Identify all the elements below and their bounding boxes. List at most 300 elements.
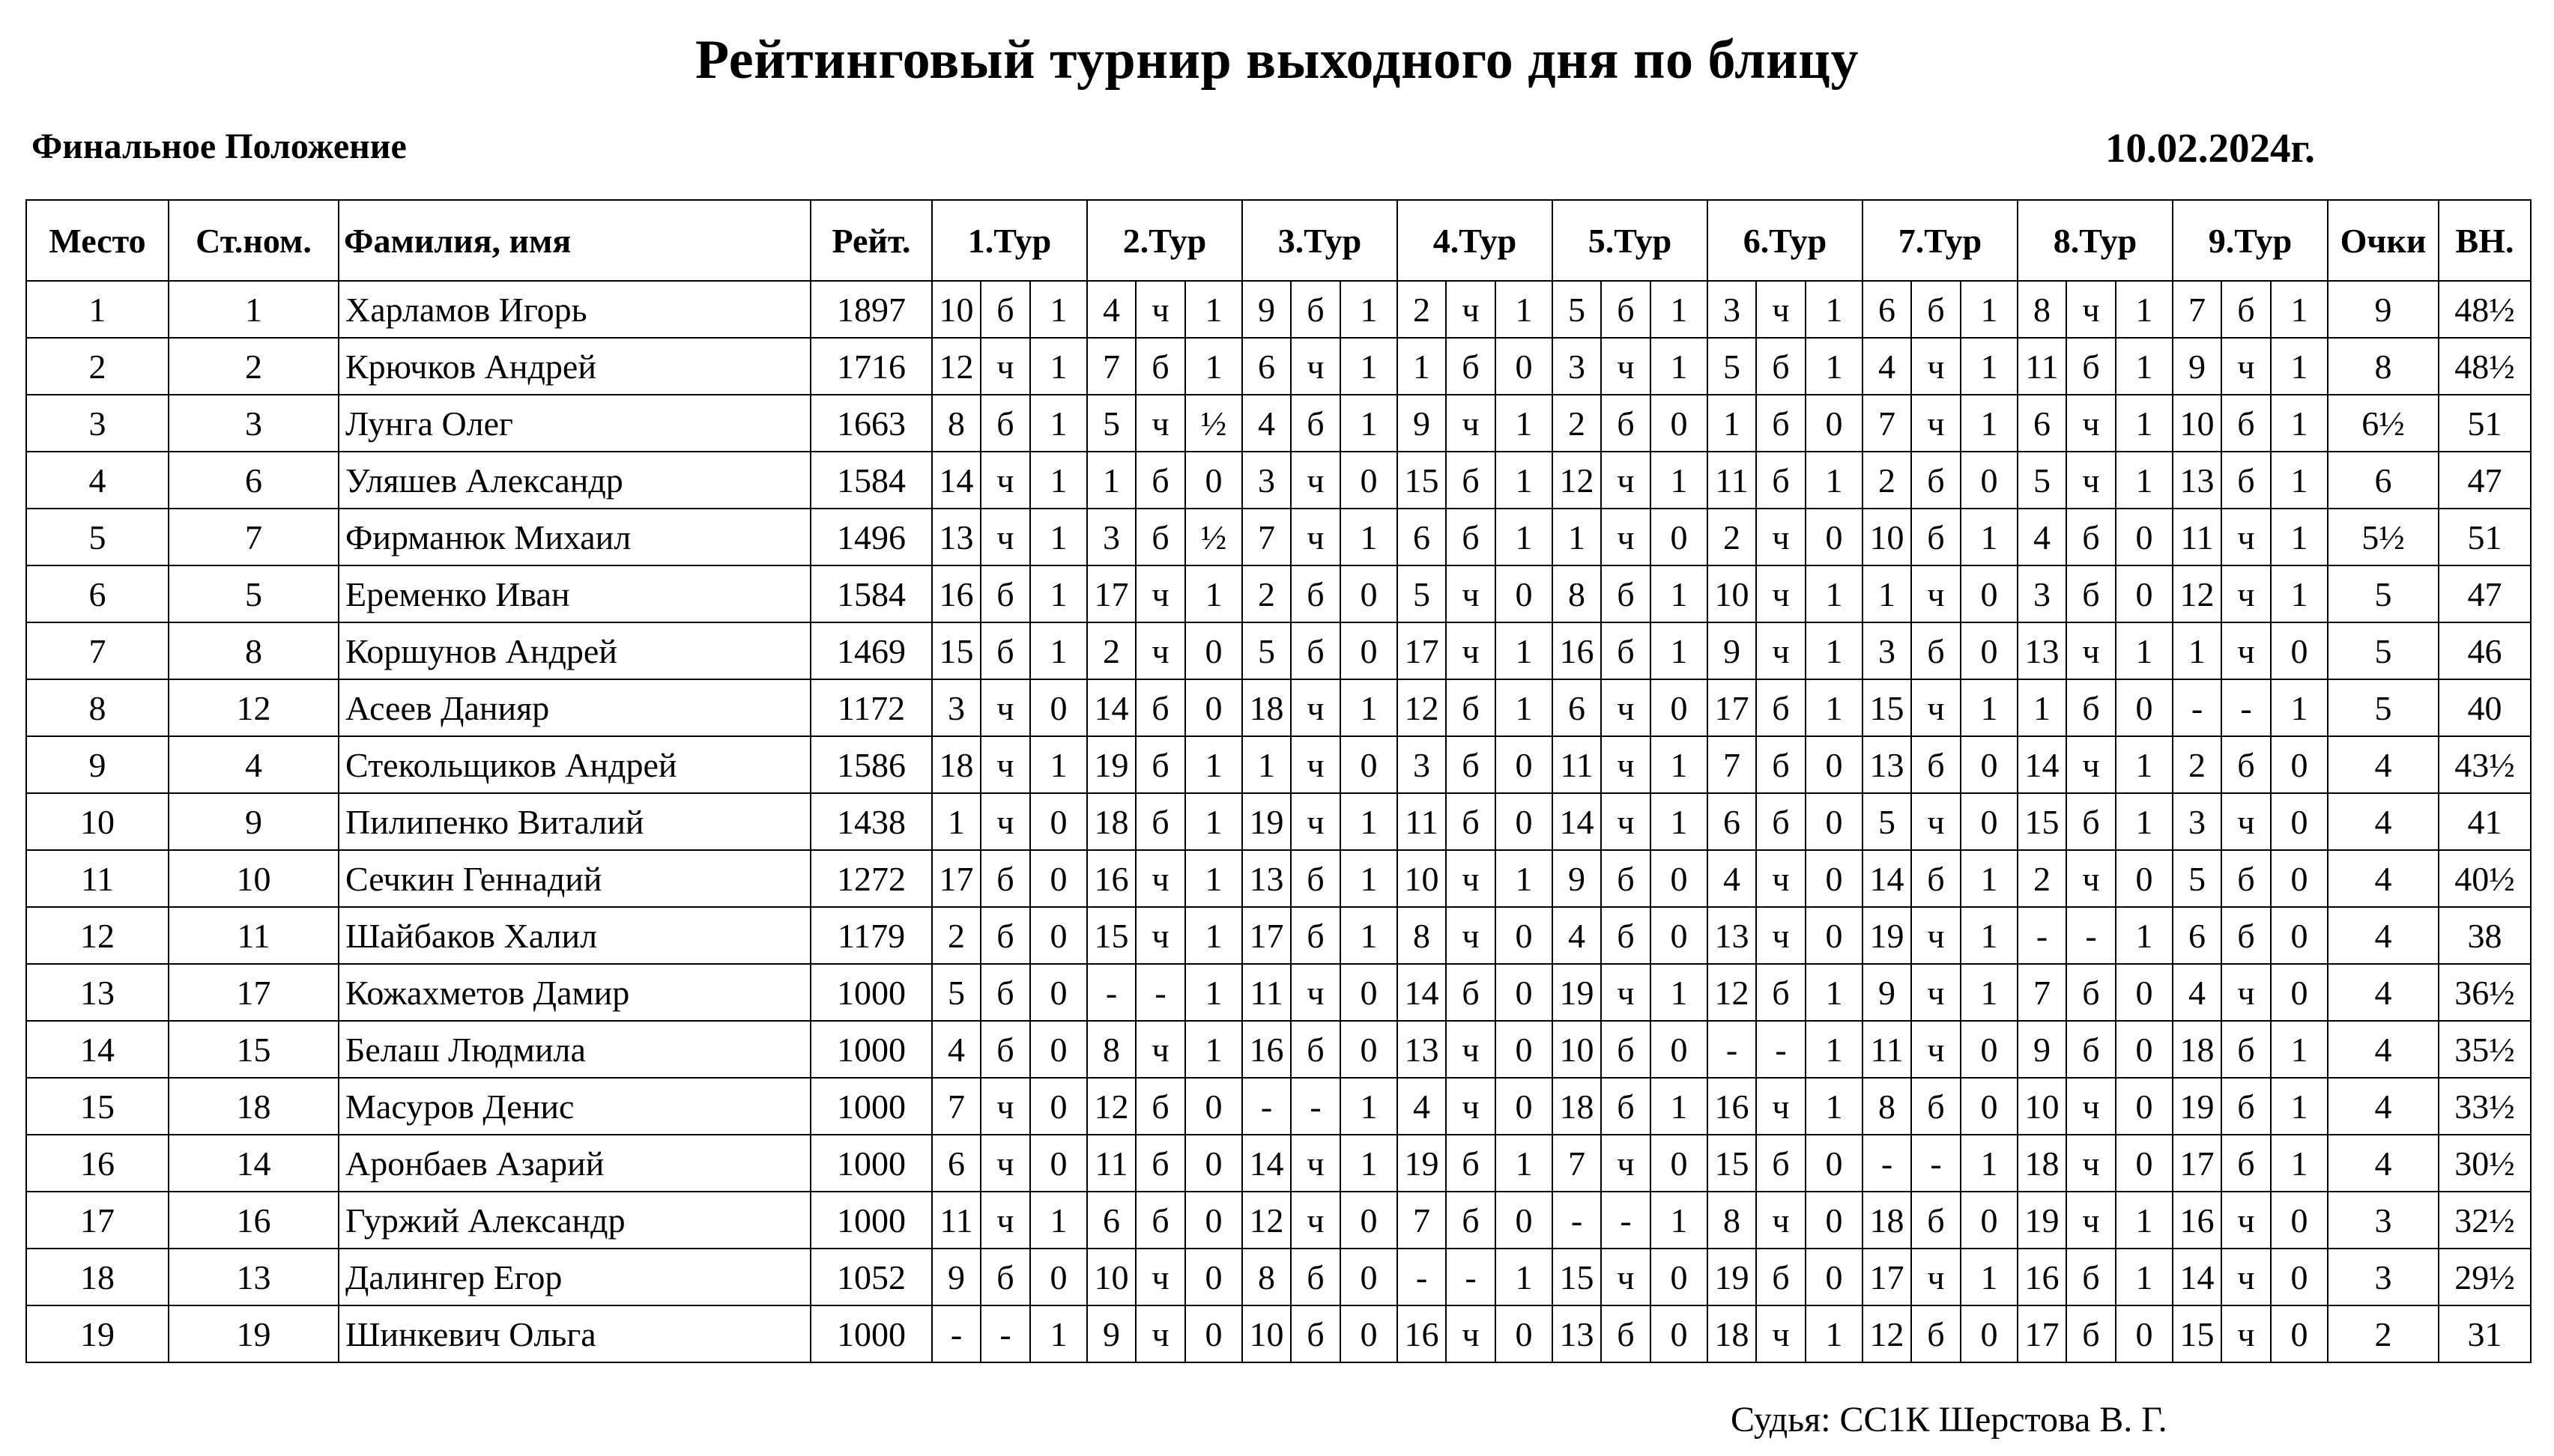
- cell-opponent: 14: [1552, 793, 1601, 850]
- cell-opponent: 19: [2018, 1192, 2066, 1249]
- cell-result: 0: [1961, 1021, 2018, 1078]
- cell-opponent: 16: [932, 565, 981, 622]
- cell-color: б: [1601, 850, 1650, 907]
- cell-opponent: 6: [1397, 509, 1446, 565]
- cell-color: ч: [2221, 964, 2271, 1021]
- cell-result: 1: [1806, 679, 1862, 736]
- cell-color: б: [1136, 1078, 1185, 1135]
- cell-result: 1: [1961, 907, 2018, 964]
- cell-opponent: 17: [1862, 1249, 1911, 1305]
- cell-color: б: [1601, 565, 1650, 622]
- cell-color: ч: [1911, 1249, 1961, 1305]
- cell-opponent: -: [2173, 679, 2221, 736]
- cell-opponent: 2: [1707, 509, 1756, 565]
- cell-result: 0: [1030, 1135, 1087, 1192]
- cell-result: 0: [1806, 1135, 1862, 1192]
- cell-opponent: 5: [932, 964, 981, 1021]
- cell-opponent: 10: [1552, 1021, 1601, 1078]
- cell-result: 1: [1806, 964, 1862, 1021]
- cell-opponent: 13: [1707, 907, 1756, 964]
- cell-result: 0: [1650, 1305, 1707, 1362]
- cell-color: ч: [1446, 565, 1495, 622]
- cell-buchholz: 41: [2439, 793, 2531, 850]
- cell-result: 1: [2271, 452, 2328, 509]
- cell-result: 0: [2271, 622, 2328, 679]
- table-row: [26, 964, 2531, 1021]
- cell-color: б: [1291, 1249, 1340, 1305]
- cell-start-number: 11: [169, 907, 339, 964]
- cell-result: 0: [1185, 1192, 1242, 1249]
- cell-result: 1: [1495, 1135, 1552, 1192]
- cell-opponent: 1: [1707, 395, 1756, 452]
- cell-color: ч: [1756, 1078, 1806, 1135]
- cell-result: 1: [2271, 679, 2328, 736]
- cell-result: 1: [2271, 395, 2328, 452]
- cell-opponent: 12: [1087, 1078, 1136, 1135]
- cell-opponent: 4: [1552, 907, 1601, 964]
- cell-result: 1: [1650, 452, 1707, 509]
- cell-result: 0: [1650, 1249, 1707, 1305]
- standings-table: [25, 199, 2532, 1363]
- cell-color: б: [1601, 395, 1650, 452]
- cell-opponent: 3: [2173, 793, 2221, 850]
- cell-result: 0: [1650, 679, 1707, 736]
- cell-name: Харламов Игорь: [339, 281, 811, 338]
- cell-result: ½: [1185, 509, 1242, 565]
- cell-opponent: 16: [1552, 622, 1601, 679]
- cell-opponent: 16: [1397, 1305, 1446, 1362]
- cell-opponent: 15: [1862, 679, 1911, 736]
- cell-result: 1: [1030, 1305, 1087, 1362]
- cell-points: 2: [2328, 1305, 2439, 1362]
- cell-opponent: 3: [2018, 565, 2066, 622]
- cell-result: 1: [1030, 281, 1087, 338]
- header-rating: Рейт.: [811, 200, 932, 281]
- cell-color: ч: [1756, 509, 1806, 565]
- cell-result: 0: [2116, 565, 2173, 622]
- cell-color: ч: [2066, 1192, 2116, 1249]
- cell-color: б: [1446, 964, 1495, 1021]
- cell-color: ч: [1136, 1021, 1185, 1078]
- cell-result: 1: [2271, 281, 2328, 338]
- cell-opponent: 2: [1552, 395, 1601, 452]
- cell-buchholz: 35½: [2439, 1021, 2531, 1078]
- cell-result: 0: [1495, 793, 1552, 850]
- cell-buchholz: 29½: [2439, 1249, 2531, 1305]
- cell-result: 1: [2116, 395, 2173, 452]
- cell-rating: 1000: [811, 1135, 932, 1192]
- header-name: Фамилия, имя: [339, 200, 811, 281]
- cell-color: б: [981, 907, 1030, 964]
- cell-color: ч: [981, 736, 1030, 793]
- cell-result: 1: [1961, 679, 2018, 736]
- cell-rating: 1584: [811, 452, 932, 509]
- cell-color: -: [2066, 907, 2116, 964]
- cell-color: ч: [2066, 1078, 2116, 1135]
- cell-result: 0: [1650, 1135, 1707, 1192]
- cell-opponent: 17: [1242, 907, 1291, 964]
- cell-color: ч: [1601, 452, 1650, 509]
- cell-opponent: 18: [1862, 1192, 1911, 1249]
- cell-result: 0: [2116, 850, 2173, 907]
- cell-result: 0: [2271, 850, 2328, 907]
- cell-color: б: [1446, 509, 1495, 565]
- cell-result: 0: [1961, 1192, 2018, 1249]
- cell-buchholz: 48½: [2439, 281, 2531, 338]
- cell-color: ч: [1911, 679, 1961, 736]
- cell-result: 1: [1185, 850, 1242, 907]
- cell-place: 5: [26, 509, 169, 565]
- cell-opponent: 8: [1707, 1192, 1756, 1249]
- judge-signature: Судья: СС1К Шерстова В. Г.: [1731, 1400, 2167, 1440]
- cell-opponent: 6: [2018, 395, 2066, 452]
- cell-result: 0: [1340, 1249, 1397, 1305]
- cell-name: Лунга Олег: [339, 395, 811, 452]
- cell-result: 1: [1961, 1249, 2018, 1305]
- cell-color: б: [1756, 395, 1806, 452]
- cell-buchholz: 48½: [2439, 338, 2531, 395]
- cell-name: Кожахметов Дамир: [339, 964, 811, 1021]
- cell-result: 1: [1340, 509, 1397, 565]
- cell-opponent: 4: [1862, 338, 1911, 395]
- cell-result: 0: [1030, 793, 1087, 850]
- cell-color: ч: [2221, 1249, 2271, 1305]
- cell-color: ч: [981, 509, 1030, 565]
- cell-opponent: 9: [2173, 338, 2221, 395]
- cell-color: ч: [2066, 622, 2116, 679]
- cell-color: ч: [1291, 452, 1340, 509]
- cell-result: 1: [1806, 565, 1862, 622]
- cell-place: 12: [26, 907, 169, 964]
- cell-start-number: 16: [169, 1192, 339, 1249]
- cell-opponent: 18: [1552, 1078, 1601, 1135]
- cell-place: 10: [26, 793, 169, 850]
- cell-opponent: 8: [1087, 1021, 1136, 1078]
- cell-color: ч: [1756, 907, 1806, 964]
- cell-points: 5: [2328, 565, 2439, 622]
- cell-color: ч: [2066, 1135, 2116, 1192]
- cell-opponent: 13: [1397, 1021, 1446, 1078]
- cell-opponent: 19: [1862, 907, 1911, 964]
- cell-color: ч: [2221, 622, 2271, 679]
- cell-opponent: 14: [932, 452, 981, 509]
- cell-result: 1: [1030, 395, 1087, 452]
- cell-place: 2: [26, 338, 169, 395]
- cell-result: 0: [2271, 1305, 2328, 1362]
- cell-color: ч: [2221, 1192, 2271, 1249]
- cell-color: б: [2221, 1078, 2271, 1135]
- cell-buchholz: 51: [2439, 395, 2531, 452]
- cell-color: б: [1911, 736, 1961, 793]
- cell-opponent: 10: [1242, 1305, 1291, 1362]
- cell-opponent: 19: [1087, 736, 1136, 793]
- cell-opponent: 2: [2018, 850, 2066, 907]
- cell-start-number: 13: [169, 1249, 339, 1305]
- cell-color: б: [1601, 1305, 1650, 1362]
- cell-name: Фирманюк Михаил: [339, 509, 811, 565]
- cell-color: ч: [981, 679, 1030, 736]
- cell-name: Шинкевич Ольга: [339, 1305, 811, 1362]
- cell-color: б: [981, 1249, 1030, 1305]
- table-row: [26, 850, 2531, 907]
- cell-color: б: [1446, 736, 1495, 793]
- cell-color: ч: [981, 338, 1030, 395]
- cell-opponent: 14: [2173, 1249, 2221, 1305]
- cell-opponent: 12: [1552, 452, 1601, 509]
- cell-points: 5: [2328, 679, 2439, 736]
- cell-result: 0: [1185, 452, 1242, 509]
- cell-opponent: 11: [1552, 736, 1601, 793]
- cell-opponent: 12: [2173, 565, 2221, 622]
- cell-opponent: 19: [1552, 964, 1601, 1021]
- cell-color: б: [1756, 452, 1806, 509]
- cell-opponent: 6: [1707, 793, 1756, 850]
- cell-color: ч: [1136, 565, 1185, 622]
- cell-result: 1: [1806, 452, 1862, 509]
- cell-opponent: 5: [2018, 452, 2066, 509]
- cell-opponent: 18: [932, 736, 981, 793]
- cell-result: 0: [2116, 1021, 2173, 1078]
- cell-opponent: 15: [932, 622, 981, 679]
- cell-result: 1: [1650, 565, 1707, 622]
- cell-color: б: [1756, 338, 1806, 395]
- cell-color: ч: [2221, 565, 2271, 622]
- cell-points: 4: [2328, 850, 2439, 907]
- cell-opponent: 2: [2173, 736, 2221, 793]
- cell-points: 3: [2328, 1249, 2439, 1305]
- cell-result: 0: [2116, 964, 2173, 1021]
- cell-color: б: [2221, 1021, 2271, 1078]
- cell-color: ч: [981, 1135, 1030, 1192]
- cell-opponent: 13: [1242, 850, 1291, 907]
- cell-opponent: 9: [1707, 622, 1756, 679]
- cell-result: 0: [2271, 1192, 2328, 1249]
- cell-color: ч: [1446, 622, 1495, 679]
- table-row: [26, 565, 2531, 622]
- cell-result: 0: [1495, 736, 1552, 793]
- cell-color: ч: [1601, 1249, 1650, 1305]
- cell-result: 1: [1806, 338, 1862, 395]
- cell-opponent: 13: [932, 509, 981, 565]
- cell-opponent: 4: [2173, 964, 2221, 1021]
- cell-result: 1: [2271, 1021, 2328, 1078]
- cell-color: б: [1911, 1192, 1961, 1249]
- cell-opponent: 2: [1242, 565, 1291, 622]
- cell-result: 1: [1030, 452, 1087, 509]
- cell-opponent: -: [1862, 1135, 1911, 1192]
- cell-result: 1: [1185, 1021, 1242, 1078]
- cell-start-number: 15: [169, 1021, 339, 1078]
- cell-result: 0: [1961, 622, 2018, 679]
- cell-result: ½: [1185, 395, 1242, 452]
- cell-opponent: 7: [2173, 281, 2221, 338]
- cell-color: б: [2066, 793, 2116, 850]
- header-round-4: 4.Тур: [1397, 200, 1552, 281]
- cell-start-number: 17: [169, 964, 339, 1021]
- cell-result: 0: [1650, 850, 1707, 907]
- cell-result: 0: [1806, 1249, 1862, 1305]
- cell-result: 1: [1806, 1078, 1862, 1135]
- cell-result: 0: [1650, 395, 1707, 452]
- cell-opponent: 8: [2018, 281, 2066, 338]
- cell-color: б: [1601, 907, 1650, 964]
- cell-color: б: [1911, 1305, 1961, 1362]
- cell-opponent: 16: [2173, 1192, 2221, 1249]
- cell-color: -: [981, 1305, 1030, 1362]
- cell-name: Стекольщиков Андрей: [339, 736, 811, 793]
- cell-opponent: 9: [1087, 1305, 1136, 1362]
- cell-rating: 1438: [811, 793, 932, 850]
- cell-color: ч: [1601, 793, 1650, 850]
- cell-color: б: [1136, 452, 1185, 509]
- cell-result: 0: [1961, 565, 2018, 622]
- cell-color: б: [981, 964, 1030, 1021]
- cell-opponent: 13: [2018, 622, 2066, 679]
- cell-opponent: 10: [1087, 1249, 1136, 1305]
- cell-color: б: [2066, 1249, 2116, 1305]
- cell-color: ч: [1291, 793, 1340, 850]
- cell-color: ч: [1911, 793, 1961, 850]
- header-start-number: Ст.ном.: [169, 200, 339, 281]
- cell-color: ч: [1756, 281, 1806, 338]
- cell-start-number: 6: [169, 452, 339, 509]
- cell-opponent: 7: [932, 1078, 981, 1135]
- cell-color: б: [2221, 850, 2271, 907]
- cell-color: ч: [1601, 1135, 1650, 1192]
- cell-result: 1: [1185, 565, 1242, 622]
- cell-opponent: 4: [1087, 281, 1136, 338]
- cell-opponent: 14: [1862, 850, 1911, 907]
- cell-color: б: [1291, 281, 1340, 338]
- cell-place: 16: [26, 1135, 169, 1192]
- cell-result: 1: [1650, 736, 1707, 793]
- cell-opponent: 17: [1087, 565, 1136, 622]
- cell-opponent: 6: [1862, 281, 1911, 338]
- standings-body: [26, 281, 2531, 1362]
- cell-opponent: 1: [1397, 338, 1446, 395]
- header-buchholz: ВН.: [2439, 200, 2531, 281]
- cell-opponent: 2: [1087, 622, 1136, 679]
- cell-color: б: [1446, 679, 1495, 736]
- header-round-5: 5.Тур: [1552, 200, 1707, 281]
- cell-start-number: 10: [169, 850, 339, 907]
- cell-opponent: 1: [1552, 509, 1601, 565]
- cell-result: 1: [1650, 1078, 1707, 1135]
- cell-result: 0: [1185, 1249, 1242, 1305]
- cell-result: 1: [1340, 1135, 1397, 1192]
- cell-color: ч: [1911, 565, 1961, 622]
- cell-result: 0: [2271, 793, 2328, 850]
- cell-opponent: 18: [1707, 1305, 1756, 1362]
- cell-opponent: 16: [1242, 1021, 1291, 1078]
- cell-result: 0: [1961, 736, 2018, 793]
- cell-result: 1: [1340, 281, 1397, 338]
- cell-opponent: 19: [1242, 793, 1291, 850]
- cell-result: 1: [2116, 907, 2173, 964]
- cell-result: 0: [1650, 1021, 1707, 1078]
- cell-opponent: 5: [1242, 622, 1291, 679]
- cell-start-number: 7: [169, 509, 339, 565]
- cell-opponent: 4: [932, 1021, 981, 1078]
- header-place: Место: [26, 200, 169, 281]
- cell-opponent: 17: [2173, 1135, 2221, 1192]
- cell-result: 0: [1030, 907, 1087, 964]
- cell-points: 4: [2328, 736, 2439, 793]
- cell-opponent: 1: [2018, 679, 2066, 736]
- cell-color: б: [1601, 1021, 1650, 1078]
- cell-color: ч: [1911, 395, 1961, 452]
- cell-opponent: 12: [1397, 679, 1446, 736]
- cell-color: б: [2066, 1305, 2116, 1362]
- cell-rating: 1000: [811, 1192, 932, 1249]
- cell-opponent: 1: [1087, 452, 1136, 509]
- cell-color: б: [1291, 622, 1340, 679]
- cell-result: 1: [2116, 281, 2173, 338]
- cell-rating: 1586: [811, 736, 932, 793]
- cell-color: ч: [1601, 338, 1650, 395]
- cell-points: 5: [2328, 622, 2439, 679]
- cell-buchholz: 36½: [2439, 964, 2531, 1021]
- cell-opponent: 10: [2173, 395, 2221, 452]
- cell-result: 0: [1340, 1021, 1397, 1078]
- cell-color: б: [1446, 1135, 1495, 1192]
- cell-result: 0: [1806, 736, 1862, 793]
- cell-rating: 1000: [811, 964, 932, 1021]
- cell-opponent: 5: [1707, 338, 1756, 395]
- cell-opponent: 7: [1862, 395, 1911, 452]
- cell-color: б: [2221, 907, 2271, 964]
- cell-opponent: 3: [1707, 281, 1756, 338]
- cell-buchholz: 32½: [2439, 1192, 2531, 1249]
- cell-color: ч: [1291, 679, 1340, 736]
- cell-opponent: 1: [1242, 736, 1291, 793]
- cell-opponent: 1: [2173, 622, 2221, 679]
- cell-rating: 1179: [811, 907, 932, 964]
- cell-color: -: [1601, 1192, 1650, 1249]
- cell-buchholz: 31: [2439, 1305, 2531, 1362]
- cell-result: 0: [1495, 964, 1552, 1021]
- cell-place: 7: [26, 622, 169, 679]
- cell-result: 0: [1806, 907, 1862, 964]
- header-points: Очки: [2328, 200, 2439, 281]
- cell-result: 0: [1030, 679, 1087, 736]
- cell-points: 6: [2328, 452, 2439, 509]
- cell-opponent: 8: [1552, 565, 1601, 622]
- cell-result: 1: [1650, 622, 1707, 679]
- cell-color: б: [1136, 793, 1185, 850]
- table-row: [26, 1249, 2531, 1305]
- cell-result: 1: [1185, 907, 1242, 964]
- cell-color: ч: [2066, 850, 2116, 907]
- cell-start-number: 19: [169, 1305, 339, 1362]
- cell-points: 8: [2328, 338, 2439, 395]
- cell-color: б: [2221, 395, 2271, 452]
- cell-color: б: [2221, 452, 2271, 509]
- cell-color: б: [2066, 338, 2116, 395]
- cell-result: 1: [1961, 338, 2018, 395]
- table-row: [26, 1021, 2531, 1078]
- cell-color: ч: [1756, 565, 1806, 622]
- cell-color: ч: [1291, 1192, 1340, 1249]
- cell-result: 0: [2116, 1305, 2173, 1362]
- cell-result: 1: [1340, 1078, 1397, 1135]
- cell-color: ч: [2221, 509, 2271, 565]
- cell-name: Масуров Денис: [339, 1078, 811, 1135]
- cell-color: б: [1136, 338, 1185, 395]
- cell-opponent: 8: [1397, 907, 1446, 964]
- cell-points: 4: [2328, 964, 2439, 1021]
- cell-color: ч: [1446, 907, 1495, 964]
